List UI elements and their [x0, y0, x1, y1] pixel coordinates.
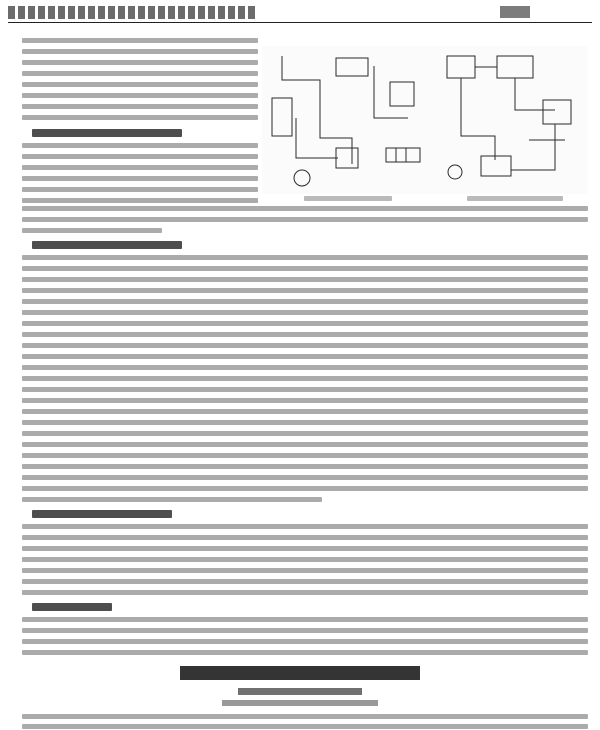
page-number — [500, 6, 530, 18]
figure-3-svg — [262, 46, 437, 194]
running-header — [8, 6, 258, 19]
figure-4-svg — [437, 46, 587, 194]
next-article-title — [180, 666, 420, 680]
figure-3-hydraulic-schematic — [262, 46, 437, 194]
figure-4-hydraulic-schematic — [437, 46, 587, 194]
next-article-affiliation — [222, 700, 378, 706]
header-rule — [8, 22, 592, 23]
next-article-authors — [238, 688, 362, 695]
